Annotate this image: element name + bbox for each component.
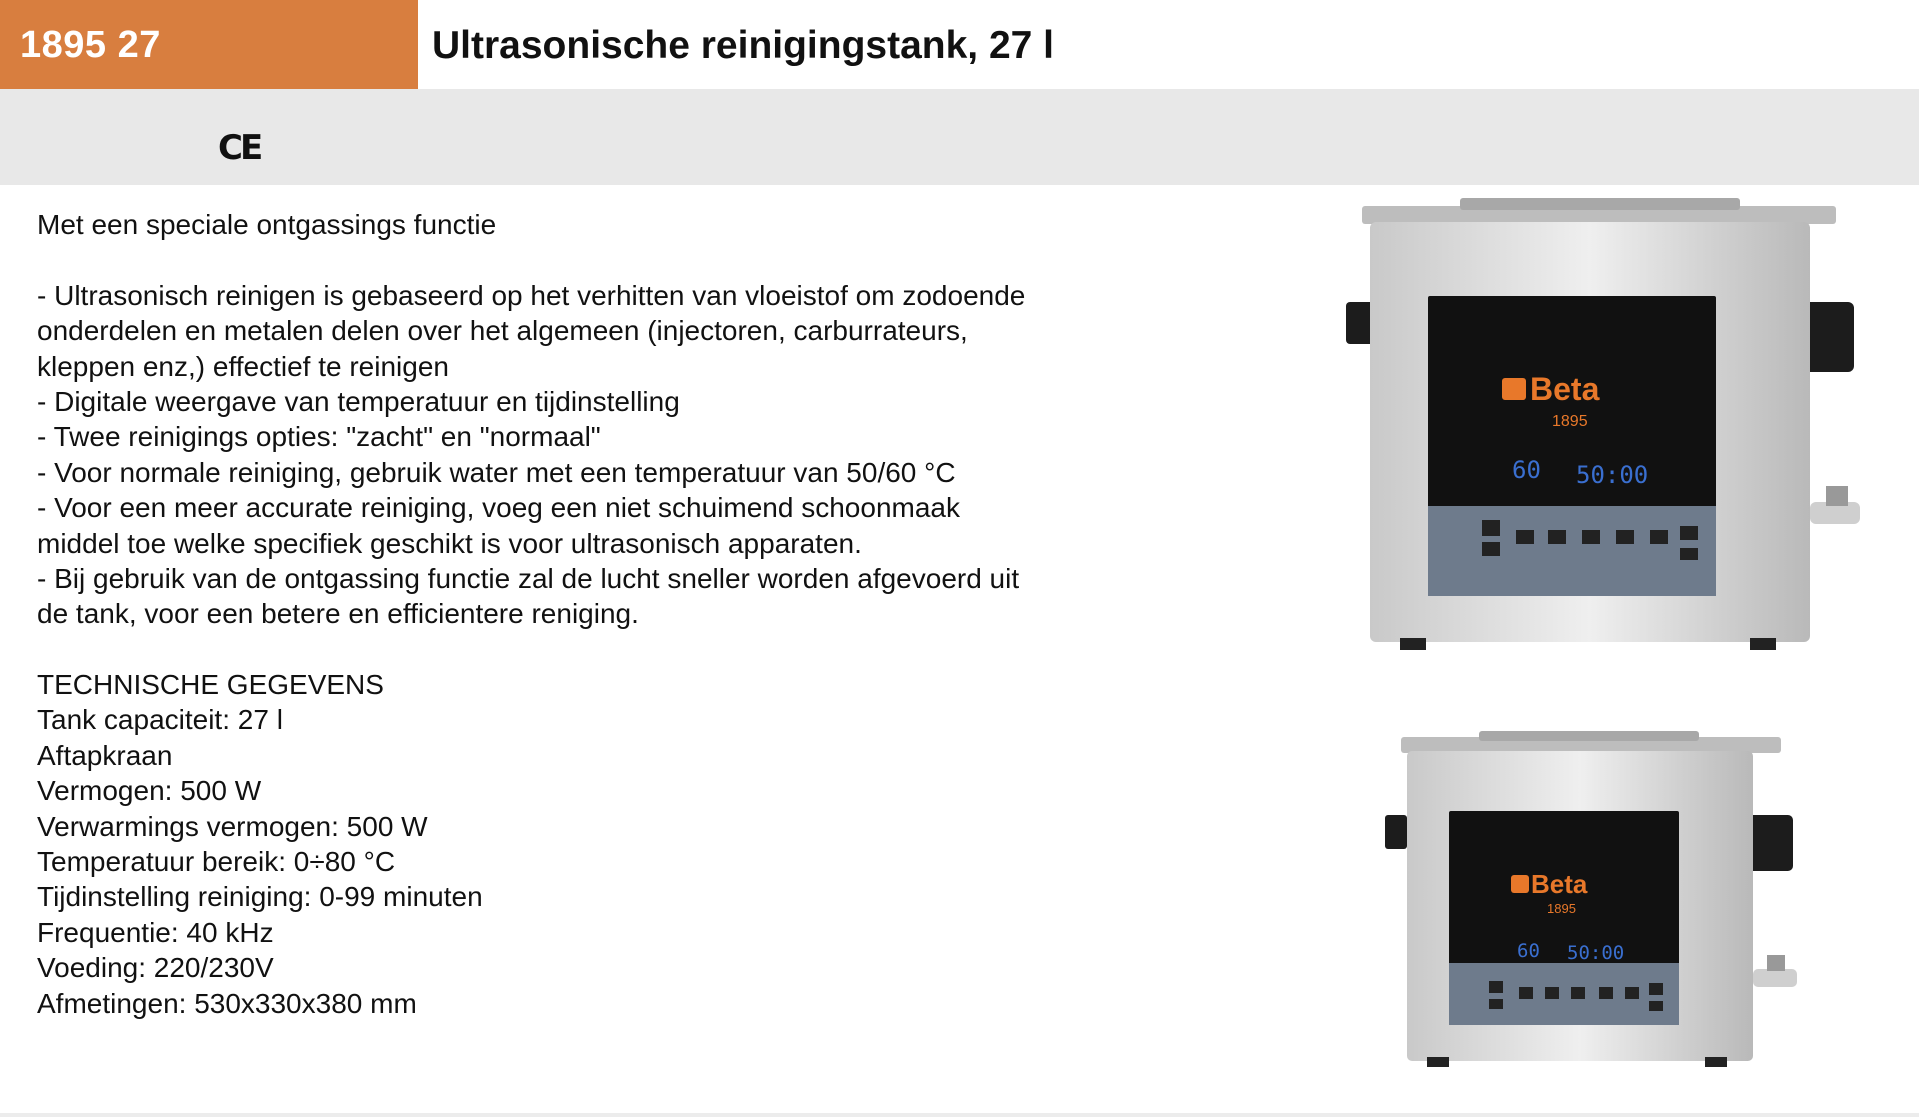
description-line: Tijdinstelling reiniging: 0-99 minuten [37,881,483,913]
description-line: Frequentie: 40 kHz [37,916,274,948]
description-line: Afmetingen: 530x330x380 mm [37,987,417,1019]
description-line: Tank capaciteit: 27 l [37,704,283,736]
product-code-box [0,0,418,89]
description-line: onderdelen en metalen delen over het algemeen (injectoren, carburrateurs, [37,315,968,347]
time-display: 50:00 [1567,942,1625,964]
description-line: Met een speciale ontgassings functie [37,209,497,240]
description-line: Voeding: 220/230V [37,952,274,984]
certification-band [0,89,1919,185]
model-label: 1895 [1547,901,1576,916]
header-row [0,0,1919,89]
description-line: - Bij gebruik van de ontgassing functie zal de lucht sneller worden afgevoerd uit [37,562,1020,594]
description-line: kleppen enz,) effectief te reinigen [37,350,449,382]
blank-line [37,242,1137,277]
blank-line [37,632,1137,667]
product-title: Ultrasonische reinigingstank, 27 l [432,24,1055,67]
description-line: - Voor een meer accurate reiniging, voeg een niet schuimend schoonmaak [37,492,960,524]
temperature-display: 60 [1512,456,1541,484]
description-line: Verwarmings vermogen: 500 W [37,810,428,842]
product-image-small [1375,725,1835,1075]
bottom-divider [0,1113,1919,1117]
description-line: Temperatuur bereik: 0÷80 °C [37,846,396,878]
brand-label: Beta [1531,869,1588,899]
product-code: 1895 27 [20,24,161,66]
description-line: - Digitale weergave van temperatuur en tijdinstelling [37,385,680,417]
description-line: middel toe welke specifiek geschikt is voor ultrasonisch apparaten. [37,527,862,559]
description-line: de tank, voor een betere en efficientere reniging. [37,598,639,630]
model-label: 1895 [1552,413,1588,430]
description-line: - Voor normale reiniging, gebruik water met een temperatuur van 50/60 °C [37,456,956,488]
description-line: TECHNISCHE GEGEVENS [37,669,384,701]
description-line: Vermogen: 500 W [37,775,262,807]
brand-label: Beta [1530,371,1600,407]
description-line: Aftapkraan [37,739,173,771]
left-handle-icon [1385,815,1407,849]
temperature-display: 60 [1517,940,1540,962]
product-description [37,207,1137,1021]
time-display: 50:00 [1576,461,1649,489]
description-line: - Ultrasonisch reinigen is gebaseerd op het verhitten van vloeistof om zodoende [37,279,1026,311]
ce-mark-icon: CE [218,128,261,168]
product-image-large [1340,190,1880,670]
description-line: - Twee reinigings opties: "zacht" en "normaal" [37,421,601,453]
